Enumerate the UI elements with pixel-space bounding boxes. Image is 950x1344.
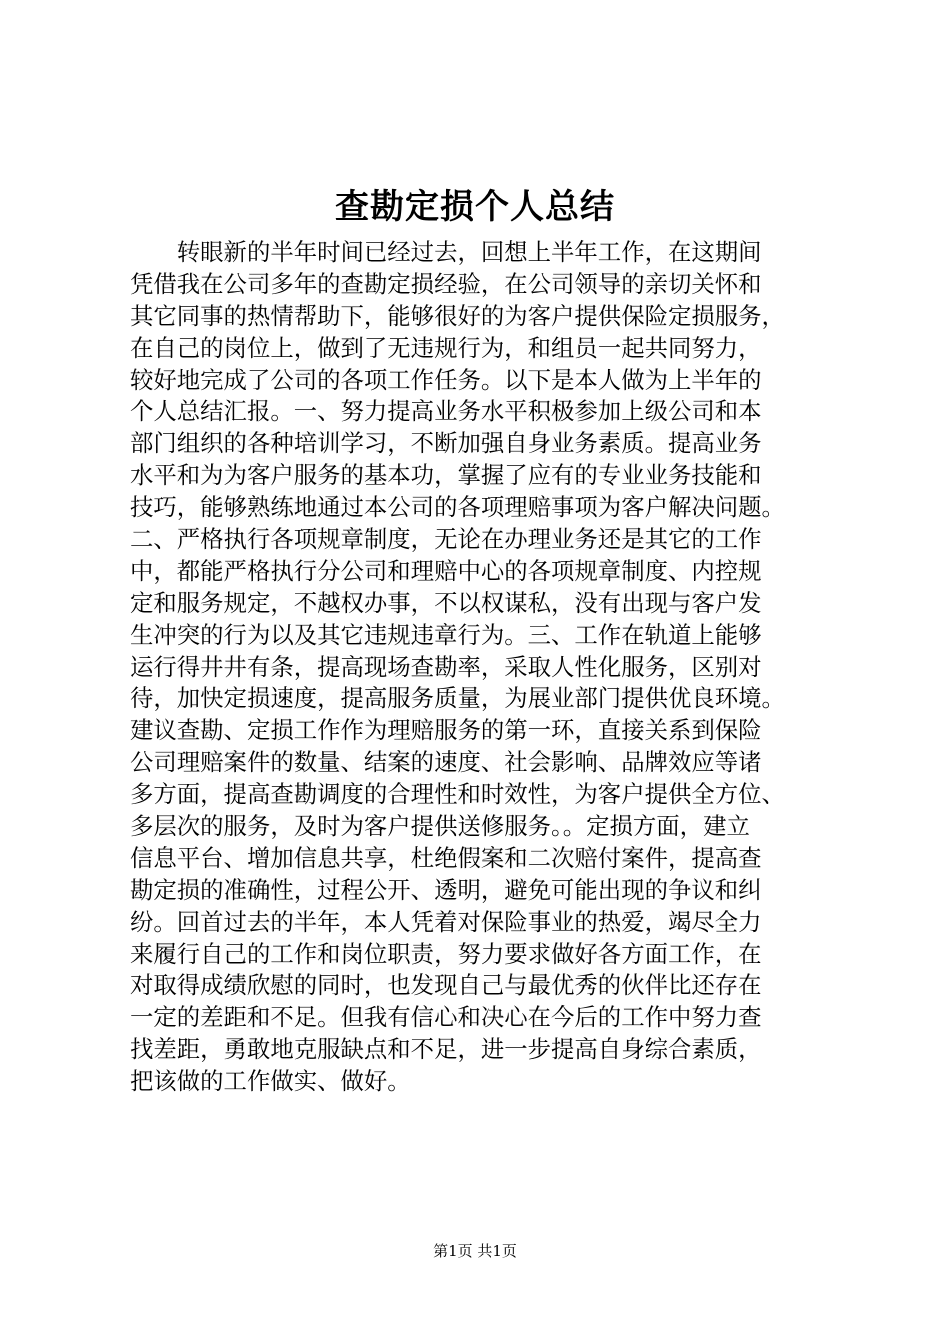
body-line: 技巧，能够熟练地通过本公司的各项理赔事项为客户解决问题。: [130, 493, 785, 522]
body-line: 公司理赔案件的数量、结案的速度、社会影响、品牌效应等诸: [130, 748, 762, 777]
body-line: 来履行自己的工作和岗位职责，努力要求做好各方面工作，在: [130, 939, 762, 968]
body-line: 找差距，勇敢地克服缺点和不足，进一步提高自身综合素质，: [130, 1035, 762, 1064]
body-line: 较好地完成了公司的各项工作任务。以下是本人做为上半年的: [130, 365, 762, 394]
body-line: 个人总结汇报。一、努力提高业务水平积极参加上级公司和本: [130, 397, 762, 426]
document-title: 查勘定损个人总结: [335, 187, 615, 227]
body-line: 水平和为为客户服务的基本功，掌握了应有的专业业务技能和: [130, 461, 762, 490]
body-line: 纷。回首过去的半年，本人凭着对保险事业的热爱，竭尽全力: [130, 907, 762, 936]
body-line: 部门组织的各种培训学习，不断加强自身业务素质。提高业务: [130, 429, 762, 458]
document-body: [130, 237, 850, 1098]
body-line: 信息平台、增加信息共享，杜绝假案和二次赔付案件，提高查: [130, 843, 762, 872]
body-line: 凭借我在公司多年的查勘定损经验，在公司领导的亲切关怀和: [130, 269, 762, 298]
body-line: 运行得井井有条，提高现场查勘率，采取人性化服务，区别对: [130, 652, 762, 681]
body-line: 定和服务规定，不越权办事，不以权谋私，没有出现与客户发: [130, 588, 762, 617]
body-line: 把该做的工作做实、做好。: [130, 1067, 411, 1096]
page-number-label: 第1页 共1页: [433, 1242, 517, 1260]
body-line: 在自己的岗位上，做到了无违规行为，和组员一起共同努力，: [130, 333, 762, 362]
body-line: 其它同事的热情帮助下，能够很好的为客户提供保险定损服务，: [130, 301, 785, 330]
body-line: 一定的差距和不足。但我有信心和决心在今后的工作中努力查: [130, 1003, 762, 1032]
body-line: 勘定损的准确性，过程公开、透明，避免可能出现的争议和纠: [130, 875, 762, 904]
body-line: 多层次的服务，及时为客户提供送修服务。。定损方面，建立: [130, 812, 750, 841]
page-footer: [0, 1241, 950, 1261]
body-line: 生冲突的行为以及其它违规违章行为。三、工作在轨道上能够: [130, 620, 762, 649]
body-line: 待，加快定损速度，提高服务质量，为展业部门提供优良环境。: [130, 684, 785, 713]
body-line: 二、严格执行各项规章制度，无论在办理业务还是其它的工作: [130, 525, 762, 554]
body-line: 中，都能严格执行分公司和理赔中心的各项规章制度、内控规: [130, 556, 762, 585]
body-line: 建议查勘、定损工作作为理赔服务的第一环，直接关系到保险: [130, 716, 762, 745]
body-line: 对取得成绩欣慰的同时，也发现自己与最优秀的伙伴比还存在: [130, 971, 762, 1000]
body-line: 转眼新的半年时间已经过去，回想上半年工作，在这期间: [130, 238, 762, 266]
body-line: 多方面，提高查勘调度的合理性和时效性，为客户提供全方位、: [130, 780, 785, 809]
